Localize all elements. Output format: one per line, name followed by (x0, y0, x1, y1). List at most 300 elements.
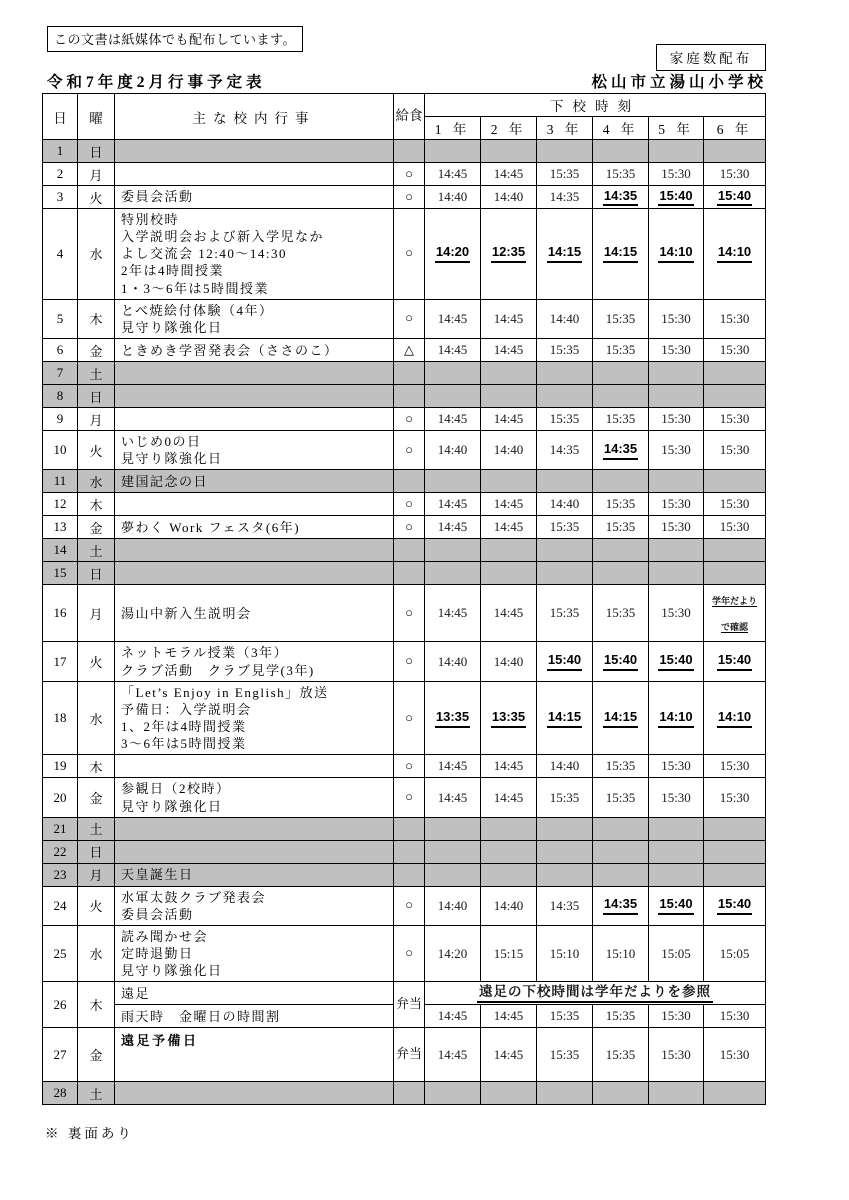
household-distribution-badge: 家庭数配布 (656, 44, 766, 71)
dismissal-time-cell (704, 562, 766, 585)
dismissal-time-cell: 15:30 (649, 778, 704, 817)
table-row (43, 493, 766, 516)
lunch-cell: ○ (394, 299, 425, 338)
dismissal-time-cell: 14:40 (425, 431, 481, 470)
dismissal-time-cell: 14:45 (481, 299, 537, 338)
event-line: 遠足予備日 (121, 1033, 199, 1049)
dismissal-time-cell (537, 470, 593, 493)
dismissal-time-cell: 14:45 (425, 163, 481, 186)
lunch-cell: 弁当 (394, 1028, 425, 1082)
day-cell: 4 (43, 209, 78, 300)
table-row (43, 863, 766, 886)
dismissal-time-cell (649, 681, 704, 755)
dismissal-time-cell (425, 209, 481, 300)
dismissal-time-cell: 15:35 (593, 778, 649, 817)
dismissal-time-cell: 15:15 (481, 925, 537, 981)
dismissal-time-cell (704, 681, 766, 755)
dismissal-time-cell (593, 385, 649, 408)
lunch-cell (394, 470, 425, 493)
event-cell (115, 840, 394, 863)
lunch-cell: ○ (394, 163, 425, 186)
dismissal-time-cell: 14:40 (481, 886, 537, 925)
dismissal-time-cell (425, 470, 481, 493)
event-line: 雨天時 金曜日の時間割 (121, 1008, 281, 1024)
table-row (43, 140, 766, 163)
table-row (43, 408, 766, 431)
dismissal-time-cell (481, 840, 537, 863)
header-lunch: 給食 (394, 94, 425, 140)
dismissal-time-cell (537, 140, 593, 163)
lunch-cell (394, 140, 425, 163)
weekday-cell: 水 (78, 209, 115, 300)
day-cell: 24 (43, 886, 78, 925)
event-cell (115, 339, 394, 362)
table-row (43, 755, 766, 778)
dismissal-time-cell (537, 362, 593, 385)
table-row (43, 886, 766, 925)
dismissal-time-emphasized: 14:10 (658, 710, 693, 728)
dismissal-time-cell: 14:40 (425, 886, 481, 925)
event-line: 特別校時 (121, 212, 180, 227)
lunch-cell: ○ (394, 642, 425, 681)
lunch-cell: ○ (394, 681, 425, 755)
day-cell: 25 (43, 925, 78, 981)
dismissal-time-cell: 14:45 (481, 755, 537, 778)
dismissal-time-cell: 15:30 (704, 431, 766, 470)
event-line: ネットモラル授業（3年） (121, 645, 289, 661)
header-main-events: 主な校内行事 (115, 94, 394, 140)
dismissal-time-cell: 14:45 (481, 493, 537, 516)
event-line: 見守り隊強化日 (121, 319, 223, 335)
weekday-cell: 木 (78, 493, 115, 516)
table-row (43, 681, 766, 755)
dismissal-time-cell (481, 209, 537, 300)
dismissal-time-cell: 15:35 (537, 516, 593, 539)
dismissal-time-cell: 15:30 (649, 299, 704, 338)
dismissal-time-cell: 15:30 (649, 516, 704, 539)
dismissal-time-cell: 14:45 (425, 585, 481, 642)
weekday-cell: 水 (78, 925, 115, 981)
dismissal-time-cell (425, 539, 481, 562)
table-row (43, 362, 766, 385)
header-grade-1: 1 年 (425, 117, 481, 140)
dismissal-time-cell (593, 209, 649, 300)
day-cell: 27 (43, 1028, 78, 1082)
lunch-cell: △ (394, 339, 425, 362)
event-cell (115, 562, 394, 585)
dismissal-time-cell (593, 863, 649, 886)
day-cell: 11 (43, 470, 78, 493)
event-cell (115, 982, 394, 1005)
event-line: 見守り隊強化日 (121, 451, 223, 467)
dismissal-time-cell: 15:30 (704, 299, 766, 338)
event-line: ときめき学習発表会（ささのこ） (121, 342, 339, 358)
dismissal-time-emphasized: 14:10 (717, 710, 752, 728)
event-cell (115, 755, 394, 778)
weekday-cell: 水 (78, 470, 115, 493)
day-cell: 28 (43, 1082, 78, 1105)
dismissal-time-cell: 15:30 (704, 163, 766, 186)
dismissal-time-cell: 15:35 (537, 778, 593, 817)
lunch-cell: ○ (394, 186, 425, 209)
dismissal-time-cell (704, 140, 766, 163)
dismissal-time-cell: 15:30 (649, 755, 704, 778)
day-cell: 3 (43, 186, 78, 209)
dismissal-time-cell: 14:40 (425, 186, 481, 209)
dismissal-time-cell (481, 562, 537, 585)
day-cell: 15 (43, 562, 78, 585)
header-weekday: 曜 (78, 94, 115, 140)
schedule-table-body (43, 140, 766, 1105)
dismissal-time-cell (593, 562, 649, 585)
dismissal-time-emphasized: 15:40 (717, 897, 752, 915)
dismissal-time-cell: 14:45 (425, 299, 481, 338)
weekday-cell: 日 (78, 840, 115, 863)
dismissal-time-cell (425, 840, 481, 863)
dismissal-time-cell (537, 1082, 593, 1105)
lunch-cell (394, 863, 425, 886)
footer-note: ※ 裏面あり (45, 1126, 134, 1141)
event-cell (115, 886, 394, 925)
lunch-cell: ○ (394, 431, 425, 470)
dismissal-time-cell (704, 186, 766, 209)
dismissal-time-cell (704, 362, 766, 385)
dismissal-time-cell (537, 209, 593, 300)
dismissal-time-emphasized: 14:15 (547, 245, 582, 263)
dismissal-time-cell (537, 863, 593, 886)
event-cell (115, 470, 394, 493)
dismissal-time-cell: 15:05 (649, 925, 704, 981)
dismissal-time-cell: 14:45 (425, 755, 481, 778)
lunch-cell (394, 539, 425, 562)
event-cell (115, 863, 394, 886)
dismissal-time-cell (649, 186, 704, 209)
lunch-cell (394, 840, 425, 863)
dismissal-time-cell (649, 562, 704, 585)
day-cell: 13 (43, 516, 78, 539)
dismissal-time-cell (481, 140, 537, 163)
dismissal-time-cell: 15:35 (593, 339, 649, 362)
dismissal-note: 遠足の下校時間は学年だよりを参照 (477, 984, 713, 1003)
weekday-cell: 金 (78, 339, 115, 362)
dismissal-time-cell (704, 385, 766, 408)
day-cell: 19 (43, 755, 78, 778)
event-line: 夢わく Work フェスタ(6年) (121, 519, 301, 535)
weekday-cell: 火 (78, 431, 115, 470)
dismissal-time-emphasized: 15:40 (658, 897, 693, 915)
dismissal-time-cell (649, 817, 704, 840)
dismissal-time-cell: 15:05 (704, 925, 766, 981)
table-row (43, 778, 766, 817)
dismissal-time-cell: 15:30 (704, 408, 766, 431)
weekday-cell: 土 (78, 1082, 115, 1105)
event-cell (115, 778, 394, 817)
lunch-cell (394, 562, 425, 585)
header-grade-6: 6 年 (704, 117, 766, 140)
dismissal-time-cell: 14:35 (537, 886, 593, 925)
dismissal-time-cell (649, 140, 704, 163)
event-line: クラブ活動 クラブ見学(3年) (121, 662, 315, 678)
dismissal-time-cell (481, 385, 537, 408)
dismissal-time-cell: 15:30 (649, 408, 704, 431)
dismissal-time-cell (425, 562, 481, 585)
dismissal-time-cell: 14:45 (481, 1005, 537, 1028)
event-cell (115, 1082, 394, 1105)
day-cell: 17 (43, 642, 78, 681)
dismissal-time-cell (649, 642, 704, 681)
event-line: 参観日（2校時） (121, 781, 231, 797)
dismissal-time-cell: 14:40 (537, 493, 593, 516)
event-cell (115, 1005, 394, 1028)
dismissal-time-cell: 14:45 (425, 1005, 481, 1028)
dismissal-time-cell (649, 385, 704, 408)
event-line: 2年は4時間授業 (121, 263, 225, 279)
table-row (43, 516, 766, 539)
dismissal-time-emphasized: 14:15 (603, 710, 638, 728)
weekday-cell: 日 (78, 562, 115, 585)
dismissal-time-cell: 14:35 (537, 431, 593, 470)
dismissal-time-cell (481, 681, 537, 755)
dismissal-time-cell (593, 817, 649, 840)
dismissal-time-cell (537, 642, 593, 681)
table-row (43, 470, 766, 493)
event-line: いじめ0の日 (121, 434, 202, 450)
day-cell: 21 (43, 817, 78, 840)
event-line: 建国記念の日 (121, 473, 209, 489)
weekday-cell: 土 (78, 362, 115, 385)
dismissal-time-emphasized: 15:40 (717, 189, 752, 207)
dismissal-time-cell (593, 140, 649, 163)
table-row (43, 925, 766, 981)
grade-note-line (704, 587, 765, 613)
dismissal-time-cell (537, 539, 593, 562)
dismissal-time-cell (537, 840, 593, 863)
table-row (43, 1082, 766, 1105)
dismissal-time-cell (649, 209, 704, 300)
dismissal-time-cell (704, 539, 766, 562)
event-line: 1、2年は4時間授業 (121, 719, 247, 735)
table-row (43, 209, 766, 300)
dismissal-time-emphasized: 13:35 (435, 710, 470, 728)
dismissal-time-cell: 14:45 (481, 408, 537, 431)
dismissal-time-cell (593, 186, 649, 209)
dismissal-time-cell: 15:35 (537, 585, 593, 642)
weekday-cell: 火 (78, 186, 115, 209)
weekday-cell: 日 (78, 385, 115, 408)
dismissal-time-cell (537, 385, 593, 408)
header-dismissal-time: 下校時刻 (425, 94, 766, 117)
grade-note-text: で確認 (721, 622, 749, 633)
event-line: 入学説明会および新入学児なか (121, 229, 325, 245)
event-cell (115, 163, 394, 186)
dismissal-time-cell: 14:45 (481, 339, 537, 362)
dismissal-time-emphasized: 15:40 (658, 189, 693, 207)
dismissal-time-cell (425, 362, 481, 385)
event-line: 遠足 (121, 985, 151, 1001)
weekday-cell: 火 (78, 886, 115, 925)
dismissal-time-cell (593, 362, 649, 385)
event-cell (115, 817, 394, 840)
dismissal-time-emphasized: 15:40 (658, 653, 693, 671)
dismissal-time-emphasized: 14:15 (603, 245, 638, 263)
dismissal-time-cell: 14:40 (481, 431, 537, 470)
day-cell: 8 (43, 385, 78, 408)
event-line: よし交流会 12:40～14:30 (121, 246, 287, 262)
header-grade-2: 2 年 (481, 117, 537, 140)
dismissal-time-cell: 15:35 (537, 1028, 593, 1082)
event-line: 委員会活動 (121, 189, 194, 205)
weekday-cell: 水 (78, 681, 115, 755)
weekday-cell: 金 (78, 1028, 115, 1082)
weekday-cell: 木 (78, 755, 115, 778)
day-cell: 1 (43, 140, 78, 163)
dismissal-time-cell: 14:45 (425, 1028, 481, 1082)
day-cell: 5 (43, 299, 78, 338)
dismissal-time-cell: 14:45 (425, 516, 481, 539)
table-row (43, 817, 766, 840)
dismissal-time-emphasized: 15:40 (603, 653, 638, 671)
table-row (43, 982, 766, 1005)
day-cell: 2 (43, 163, 78, 186)
dismissal-time-cell (537, 562, 593, 585)
dismissal-note-cell (425, 982, 766, 1005)
weekday-cell: 月 (78, 163, 115, 186)
dismissal-time-cell (704, 886, 766, 925)
weekday-cell: 土 (78, 817, 115, 840)
dismissal-time-emphasized: 14:35 (603, 442, 638, 460)
dismissal-time-cell: 15:30 (649, 339, 704, 362)
dismissal-time-cell (425, 817, 481, 840)
dismissal-time-cell: 15:30 (704, 516, 766, 539)
event-cell (115, 299, 394, 338)
dismissal-time-emphasized: 14:20 (435, 245, 470, 263)
dismissal-time-cell (481, 362, 537, 385)
day-cell: 9 (43, 408, 78, 431)
table-row (43, 562, 766, 585)
weekday-cell: 木 (78, 982, 115, 1028)
dismissal-time-emphasized: 14:10 (658, 245, 693, 263)
dismissal-time-cell (649, 470, 704, 493)
table-row (43, 299, 766, 338)
dismissal-time-cell (704, 642, 766, 681)
dismissal-time-cell: 14:45 (481, 585, 537, 642)
dismissal-time-emphasized: 13:35 (491, 710, 526, 728)
dismissal-time-cell: 14:35 (537, 186, 593, 209)
lunch-cell: ○ (394, 209, 425, 300)
dismissal-time-cell: 14:45 (481, 778, 537, 817)
day-cell: 16 (43, 585, 78, 642)
day-cell: 6 (43, 339, 78, 362)
dismissal-time-cell: 15:35 (593, 163, 649, 186)
day-cell: 7 (43, 362, 78, 385)
table-row (43, 539, 766, 562)
dismissal-time-cell (481, 863, 537, 886)
event-line: 「Let’s Enjoy in English」放送 (121, 684, 329, 700)
dismissal-time-emphasized: 14:35 (603, 897, 638, 915)
dismissal-time-emphasized: 14:10 (717, 245, 752, 263)
weekday-cell: 月 (78, 863, 115, 886)
dismissal-time-cell: 15:30 (704, 1005, 766, 1028)
dismissal-time-cell (649, 1082, 704, 1105)
dismissal-time-cell (593, 539, 649, 562)
dismissal-time-cell (704, 863, 766, 886)
lunch-cell: ○ (394, 925, 425, 981)
dismissal-time-cell (704, 817, 766, 840)
dismissal-time-cell (481, 1082, 537, 1105)
dismissal-time-cell: 15:30 (649, 493, 704, 516)
weekday-cell: 月 (78, 408, 115, 431)
schedule-table-head (43, 94, 766, 140)
lunch-cell: 弁当 (394, 982, 425, 1028)
header-day: 日 (43, 94, 78, 140)
dismissal-time-cell: 15:30 (704, 1028, 766, 1082)
dismissal-time-emphasized: 14:35 (603, 189, 638, 207)
dismissal-time-cell (425, 863, 481, 886)
dismissal-time-cell: 14:45 (425, 408, 481, 431)
dismissal-time-emphasized: 14:15 (547, 710, 582, 728)
event-line: 湯山中新入生説明会 (121, 605, 252, 621)
dismissal-time-cell: 15:30 (649, 585, 704, 642)
table-row (43, 642, 766, 681)
dismissal-time-cell: 15:30 (704, 493, 766, 516)
dismissal-time-cell: 15:35 (593, 516, 649, 539)
dismissal-time-cell: 14:40 (537, 299, 593, 338)
dismissal-time-cell (481, 539, 537, 562)
event-line: 見守り隊強化日 (121, 963, 223, 979)
lunch-cell: ○ (394, 886, 425, 925)
event-line: 読み聞かせ会 (121, 928, 209, 944)
lunch-cell (394, 1082, 425, 1105)
dismissal-time-emphasized: 15:40 (547, 653, 582, 671)
day-cell: 10 (43, 431, 78, 470)
header-grade-5: 5 年 (649, 117, 704, 140)
table-row (43, 585, 766, 642)
weekday-cell: 金 (78, 778, 115, 817)
event-cell (115, 385, 394, 408)
lunch-cell: ○ (394, 408, 425, 431)
dismissal-time-cell: 14:20 (425, 925, 481, 981)
table-row (43, 385, 766, 408)
event-cell (115, 493, 394, 516)
dismissal-time-cell: 15:30 (704, 755, 766, 778)
day-cell: 23 (43, 863, 78, 886)
table-row (43, 1028, 766, 1082)
dismissal-time-cell: 14:45 (425, 778, 481, 817)
dismissal-time-cell: 15:35 (593, 299, 649, 338)
event-cell (115, 642, 394, 681)
dismissal-time-cell: 15:35 (537, 408, 593, 431)
header-grade-3: 3 年 (537, 117, 593, 140)
table-row (43, 339, 766, 362)
dismissal-time-cell (425, 140, 481, 163)
event-line: 見守り隊強化日 (121, 798, 223, 814)
schedule-table (42, 93, 766, 1105)
day-cell: 26 (43, 982, 78, 1028)
event-line: 天皇誕生日 (121, 867, 194, 883)
weekday-cell: 月 (78, 585, 115, 642)
event-line: 1・3～6年は5時間授業 (121, 280, 270, 296)
event-line: 定時退勤日 (121, 946, 194, 962)
event-cell (115, 539, 394, 562)
day-cell: 12 (43, 493, 78, 516)
paper-distribution-notice: この文書は紙媒体でも配布しています。 (47, 26, 303, 52)
dismissal-time-cell: 15:35 (593, 755, 649, 778)
lunch-cell (394, 385, 425, 408)
dismissal-time-cell: 14:40 (481, 642, 537, 681)
dismissal-time-cell (704, 585, 766, 642)
grade-note-line (704, 613, 765, 639)
dismissal-time-cell (593, 642, 649, 681)
